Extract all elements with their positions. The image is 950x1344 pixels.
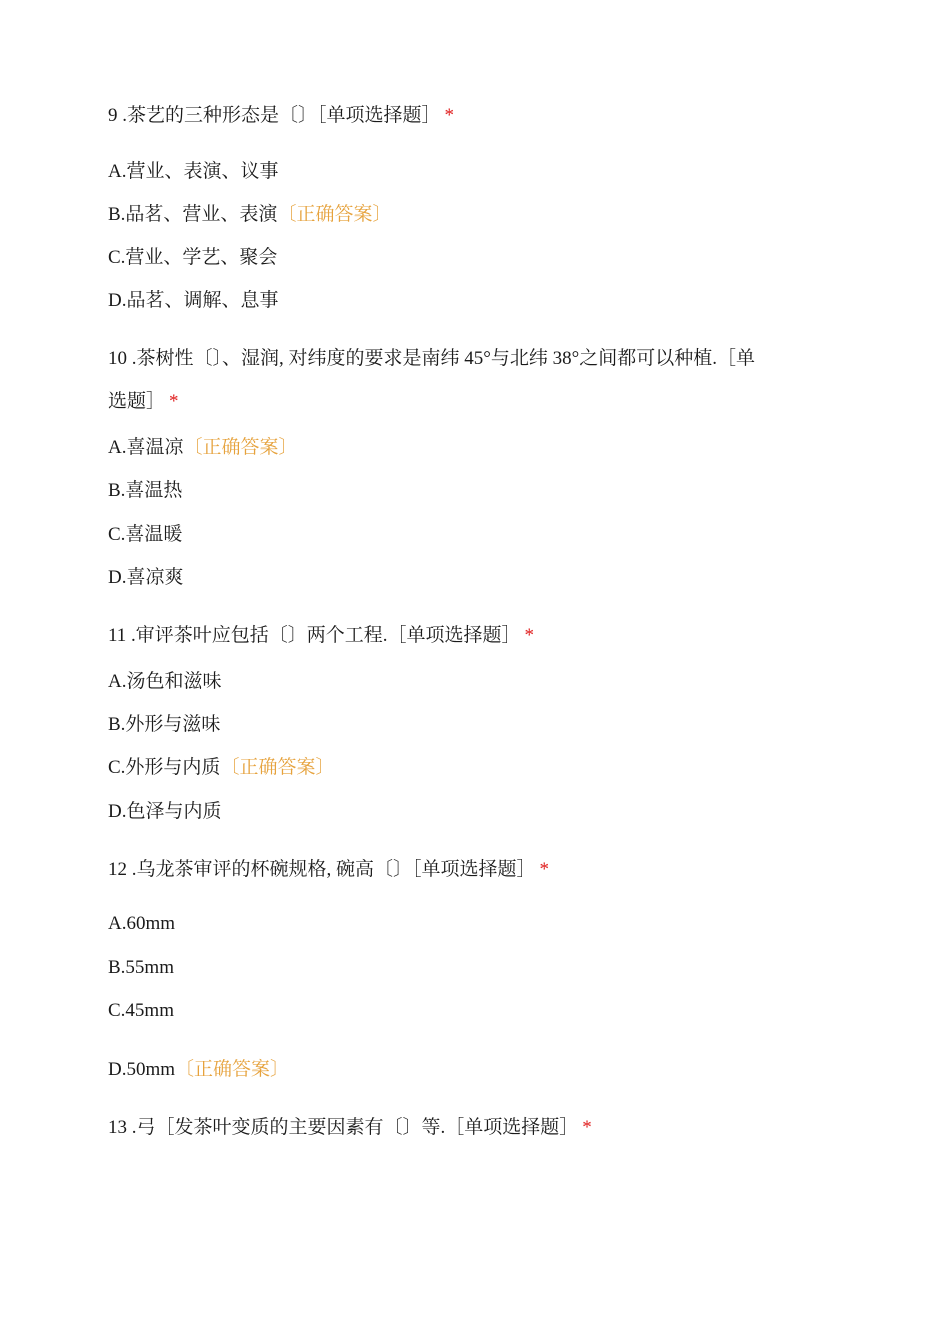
question-12-title bbox=[108, 859, 549, 881]
option-label: C.喜温暖 bbox=[108, 524, 183, 545]
option-label: B.品茗、营业、表演 bbox=[108, 204, 278, 225]
option-9-c[interactable] bbox=[108, 247, 277, 269]
option-11-d[interactable] bbox=[108, 801, 221, 823]
option-label: A.营业、表演、议事 bbox=[108, 161, 279, 182]
option-9-d[interactable] bbox=[108, 290, 278, 312]
option-9-b[interactable] bbox=[108, 204, 391, 226]
option-label: D.喜凉爽 bbox=[108, 567, 184, 588]
option-label: C.营业、学艺、聚会 bbox=[108, 247, 278, 268]
option-12-d[interactable] bbox=[108, 1059, 289, 1081]
correct-answer-tag: 〔正确答案〕 bbox=[277, 204, 392, 225]
question-9-title bbox=[108, 105, 454, 127]
question-title-text: 13 .弓［发茶叶变质的主要因素有〔〕等.［单项选择题］ bbox=[108, 1117, 579, 1138]
question-11-title bbox=[108, 625, 534, 647]
option-label: C.45mm bbox=[108, 1000, 174, 1021]
option-11-a[interactable] bbox=[108, 671, 221, 693]
option-label: C.外形与内质 bbox=[108, 757, 221, 778]
option-label: D.品茗、调解、息事 bbox=[108, 290, 279, 311]
option-12-a[interactable] bbox=[108, 913, 175, 935]
option-label: B.55mm bbox=[108, 957, 174, 978]
question-title-text: 10 .茶树性〔〕、湿润, 对纬度的要求是南纬 45°与北纬 38°之间都可以种植.［单 bbox=[108, 348, 755, 369]
option-10-a[interactable] bbox=[108, 437, 298, 459]
option-12-c[interactable] bbox=[108, 1000, 174, 1022]
question-title-text: 12 .乌龙茶审评的杯碗规格, 碗高〔〕［单项选择题］ bbox=[108, 859, 536, 880]
option-label: A.汤色和滋味 bbox=[108, 671, 222, 692]
option-10-b[interactable] bbox=[108, 480, 182, 502]
question-title-text: 9 .茶艺的三种形态是〔〕［单项选择题］ bbox=[108, 105, 441, 126]
option-label: D.50mm bbox=[108, 1059, 176, 1080]
option-label: D.色泽与内质 bbox=[108, 801, 222, 822]
required-mark: * bbox=[169, 391, 179, 412]
option-10-d[interactable] bbox=[108, 567, 183, 589]
question-10-title-line2 bbox=[108, 391, 179, 413]
option-10-c[interactable] bbox=[108, 524, 182, 546]
required-mark: * bbox=[539, 859, 550, 880]
required-mark: * bbox=[582, 1117, 592, 1138]
correct-answer-tag: 〔正确答案〕 bbox=[175, 1059, 290, 1080]
option-label: B.喜温热 bbox=[108, 480, 183, 501]
question-title-text: 选题］ bbox=[108, 391, 166, 412]
required-mark: * bbox=[524, 625, 535, 646]
option-11-b[interactable] bbox=[108, 714, 220, 736]
question-title-text: 11 .审评茶叶应包括〔〕两个工程.［单项选择题］ bbox=[108, 625, 521, 646]
option-label: B.外形与滋味 bbox=[108, 714, 221, 735]
option-12-b[interactable] bbox=[108, 957, 174, 979]
option-label: A.喜温凉 bbox=[108, 437, 184, 458]
question-10-title-line1 bbox=[108, 348, 755, 370]
question-13-title bbox=[108, 1117, 592, 1139]
option-11-c[interactable] bbox=[108, 757, 334, 779]
required-mark: * bbox=[444, 105, 455, 126]
option-9-a[interactable] bbox=[108, 161, 278, 183]
correct-answer-tag: 〔正确答案〕 bbox=[183, 437, 298, 458]
option-label: A.60mm bbox=[108, 913, 176, 934]
correct-answer-tag: 〔正确答案〕 bbox=[220, 757, 335, 778]
